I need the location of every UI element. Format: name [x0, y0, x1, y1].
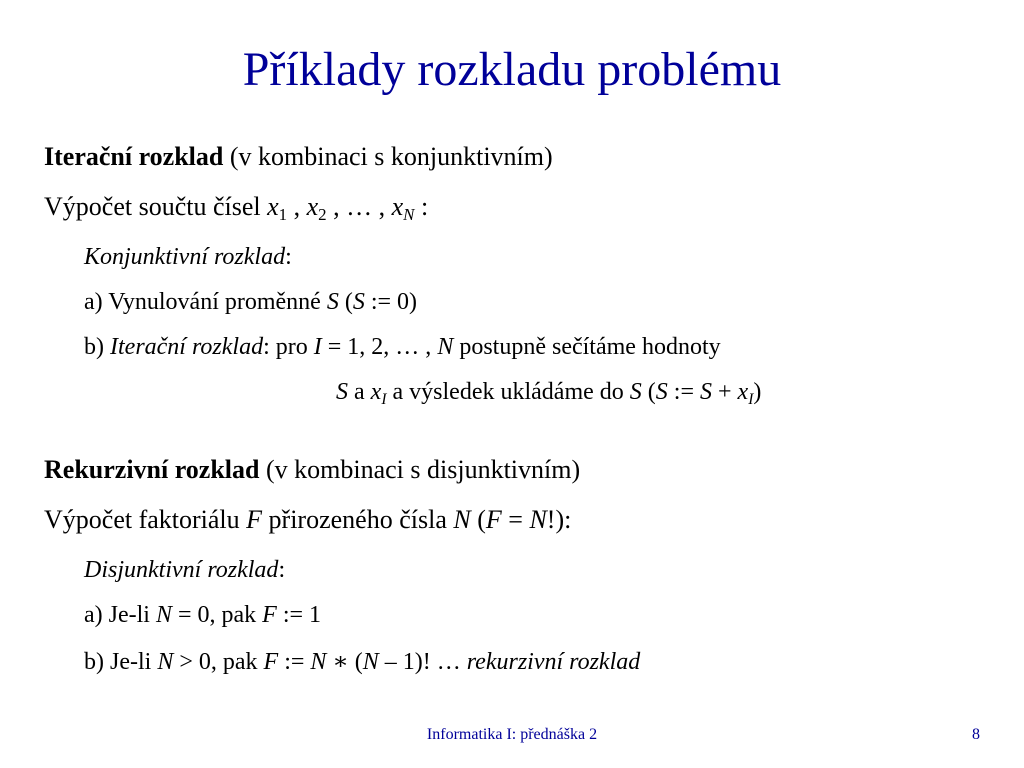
step2-a-mid: = 0, pak [171, 602, 263, 628]
var-F: F [485, 505, 502, 534]
footer-text: Informatika I: přednáška 2 [426, 726, 598, 743]
var-S: S [336, 379, 348, 405]
sep: , … , [326, 192, 392, 221]
var-N: N [362, 649, 379, 675]
var-x: x [370, 379, 382, 405]
iteration-heading-note: (v kombinaci s konjunktivním) [223, 142, 553, 171]
paren: ( [470, 505, 486, 534]
colon: : [278, 557, 286, 583]
var-N: N [157, 649, 174, 675]
var-N: N [529, 505, 547, 534]
times: ∗ ( [326, 649, 363, 675]
paren: ( [338, 289, 353, 315]
var-N: N [310, 649, 327, 675]
step-a-text: a) Vynulování proměnné [84, 289, 327, 315]
var-N: N [453, 505, 471, 534]
recursion-label: rekurzivní rozklad [466, 649, 641, 675]
conjunctive-label-line [84, 240, 292, 274]
var-N: N [437, 334, 454, 360]
cont-mid: a výsledek ukládáme do [386, 379, 630, 405]
step-b-continuation [336, 375, 761, 409]
step-b-prefix: b) [84, 334, 110, 360]
recursion-heading-note: (v kombinaci s disjunktivním) [259, 455, 581, 484]
step2-a-line [84, 598, 321, 632]
var-F: F [262, 602, 277, 628]
paren: ( [641, 379, 656, 405]
disjunctive-label-line [84, 553, 285, 587]
colon: : [285, 244, 292, 270]
assign: := [667, 379, 700, 405]
equals: = [501, 505, 530, 534]
recursion-heading-bold: Rekurzivní rozklad [44, 455, 260, 484]
range: = 1, 2, … , [321, 334, 438, 360]
var-S: S [699, 379, 712, 405]
sum-task-line [44, 190, 428, 224]
var-N: N [155, 602, 172, 628]
step-b-line [84, 330, 721, 364]
sub-I: I [748, 391, 754, 408]
step2-a-prefix: a) Je-li [84, 602, 156, 628]
sub-N: N [403, 205, 415, 224]
page-number: 8 [972, 726, 980, 743]
var-x: x [737, 379, 749, 405]
assign-zero: := 0) [364, 289, 418, 315]
plus: + [711, 379, 738, 405]
sub-I: I [381, 391, 387, 408]
iteration-label: Iterační rozklad [110, 334, 264, 360]
var-F: F [246, 505, 263, 534]
step2-b-prefix: b) Je-li [84, 649, 158, 675]
var-S: S [326, 289, 339, 315]
disjunctive-label: Disjunktivní rozklad [84, 557, 279, 583]
var-S: S [629, 379, 642, 405]
conjunctive-label: Konjunktivní rozklad [84, 244, 286, 270]
step-b-mid: : pro [263, 334, 314, 360]
var-F: F [263, 649, 279, 675]
sub-1: 1 [278, 205, 288, 224]
minus-one: – 1)! … [378, 649, 467, 675]
sum-task-text: Výpočet součtu čísel [44, 192, 268, 221]
recursion-heading [44, 453, 580, 487]
step-b-rest: postupně sečítáme hodnoty [453, 334, 721, 360]
paren-close: ) [753, 379, 762, 405]
colon: : [414, 192, 429, 221]
iteration-heading-bold: Iterační rozklad [44, 142, 224, 171]
step2-b-line [84, 645, 640, 679]
factorial-task-line [44, 503, 571, 537]
var-I: I [313, 334, 322, 360]
assign: := [278, 649, 311, 675]
and: a [348, 379, 371, 405]
factorial-task-mid: přirozeného čísla [262, 505, 454, 534]
step2-b-mid: > 0, pak [173, 649, 264, 675]
var-x: x [391, 192, 404, 221]
var-S: S [655, 379, 668, 405]
slide-title: Příklady rozkladu problému [242, 43, 782, 96]
iteration-heading [44, 140, 553, 174]
sub-2: 2 [318, 205, 327, 224]
var-x: x [306, 192, 319, 221]
factorial-task-text: Výpočet faktoriálu [44, 505, 247, 534]
step-a-line [84, 285, 417, 319]
var-S: S [352, 289, 365, 315]
factorial-end: !): [546, 505, 572, 534]
sep: , [287, 192, 307, 221]
assign-one: := 1 [276, 602, 322, 628]
var-x: x [267, 192, 279, 221]
